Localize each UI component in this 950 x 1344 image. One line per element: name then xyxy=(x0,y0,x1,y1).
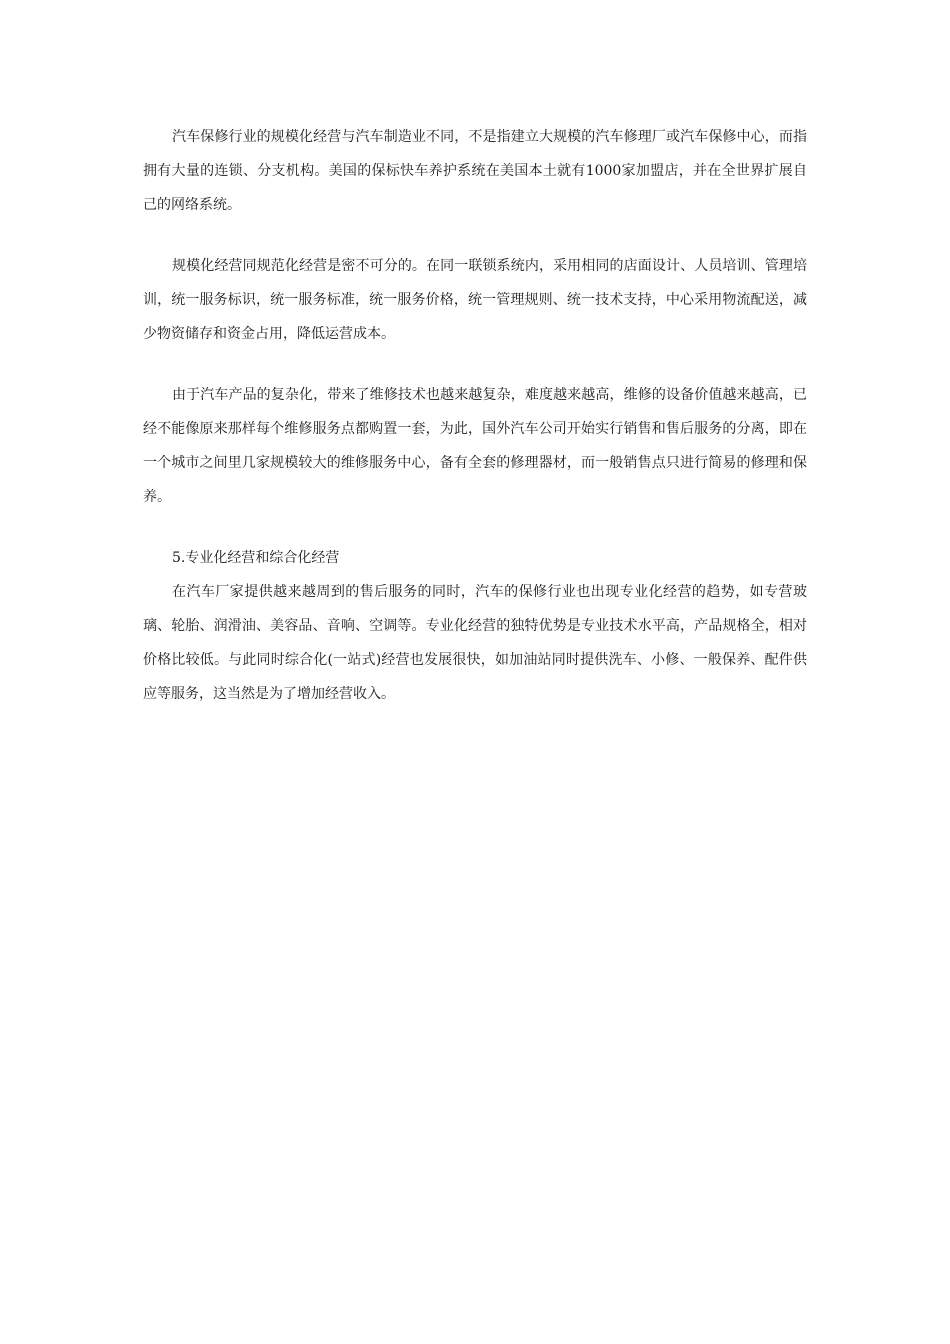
paragraph-sales-service-separation: 由于汽车产品的复杂化，带来了维修技术也越来越复杂，难度越来越高，维修的设备价值越来越高，已经不能像原来那样每个维修服务点都购置一套，为此，国外汽车公司开始实行销售和售后服务的分离，即在一个城市之间里几家规模较大的维修服务中心，备有全套的修理器材，而一般销售点只进行简易的修理和保养。 xyxy=(143,387,807,505)
document-body xyxy=(143,120,807,711)
paragraph-standardization: 规模化经营同规范化经营是密不可分的。在同一联锁系统内，采用相同的店面设计、人员培训、管理培训，统一服务标识，统一服务标准，统一服务价格，统一管理规则、统一技术支持，中心采用物流配送，减少物资储存和资金占用，降低运营成本。 xyxy=(143,258,807,342)
paragraph-specialization: 在汽车厂家提供越来越周到的售后服务的同时，汽车的保修行业也出现专业化经营的趋势，如专营玻璃、轮胎、润滑油、美容品、音响、空调等。专业化经营的独特优势是专业技术水平高，产品规格全，相对价格比较低。与此同时综合化(一站式)经营也发展很快，如加油站同时提供洗车、小修、一般保养、配件供应等服务，这当然是为了增加经营收入。 xyxy=(143,584,807,702)
section-heading: 5.专业化经营和综合化经营 xyxy=(172,550,340,566)
paragraph-scale-operation: 汽车保修行业的规模化经营与汽车制造业不同，不是指建立大规模的汽车修理厂或汽车保修中心，而指拥有大量的连锁、分支机构。美国的保标快车养护系统在美国本土就有1000家加盟店，并在全世界扩展自己的网络系统。 xyxy=(143,129,807,213)
